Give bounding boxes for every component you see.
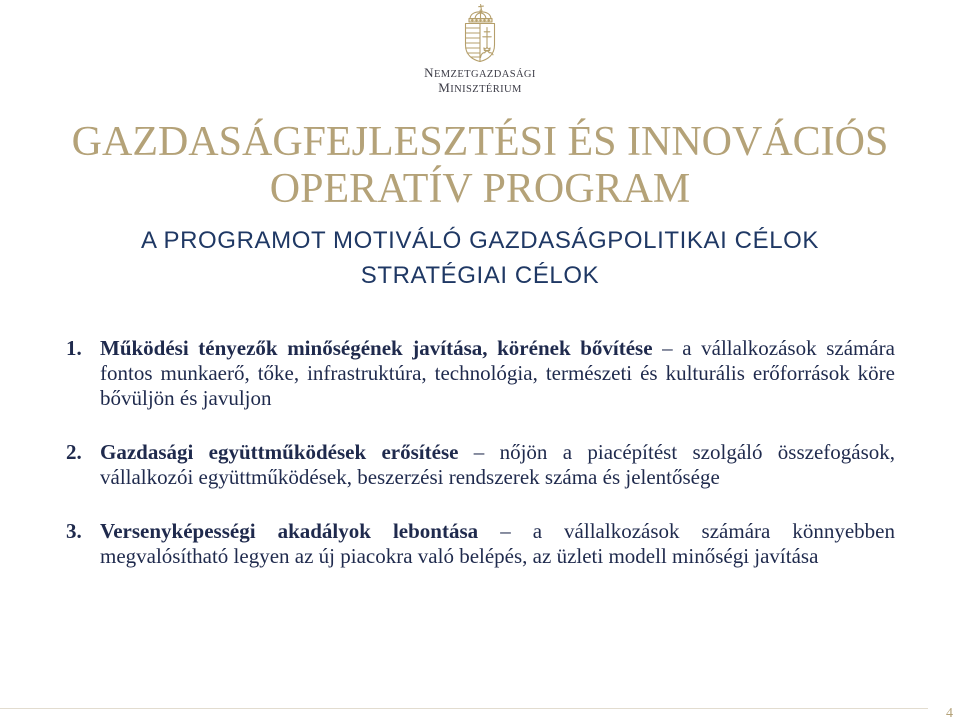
slide-title [0, 119, 960, 213]
ministry-name [380, 66, 580, 96]
strategic-goals-list [66, 336, 895, 598]
slide-subtitle [0, 223, 960, 293]
ministry-name-line: MINISZTÉRIUM [438, 80, 522, 95]
arpad-stripes [466, 28, 481, 57]
crown-cross [479, 5, 484, 10]
goal-description: – a vállalkozások számára fontos munkaerő, tőke, infrastruktúra, technológia, természeti és kulturális erőforrások köre bővüljön és javuljon [100, 336, 895, 410]
slide-title-line: GAZDASÁGFEJLESZTÉSI ÉS INNOVÁCIÓS [71, 119, 889, 165]
double-cross [483, 28, 491, 48]
coat-of-arms-graphic [462, 4, 498, 62]
footer-rule [0, 708, 928, 709]
goal-item [66, 519, 895, 569]
crown-arches [470, 12, 491, 19]
goal-item [66, 336, 895, 411]
goal-number: 3. [66, 519, 82, 543]
ministry-name-line: NEMZETGAZDASÁGI [424, 65, 536, 80]
triple-mound [481, 51, 494, 58]
coat-of-arms-icon [462, 4, 498, 62]
slide-title-line: OPERATÍV PROGRAM [269, 166, 691, 212]
goal-number: 2. [66, 440, 82, 464]
goal-item [66, 440, 895, 490]
goal-description: – nőjön a piacépítést szolgáló összefogások, vállalkozói együttműködések, beszerzési rendszerek száma és jelentősége [100, 440, 896, 489]
goal-description: – a vállalkozások számára könnyebben megvalósítható legyen az új piacokra való belépés, az üzleti modell minőségi javítása [100, 519, 895, 568]
subtitle-line: STRATÉGIAI CÉLOK [360, 262, 600, 289]
slide-number: 4 [946, 706, 953, 721]
goal-heading: Versenyképességi akadályok lebontása [100, 519, 479, 543]
subtitle-line: A PROGRAMOT MOTIVÁLÓ GAZDASÁGPOLITIKAI CÉLOK [140, 227, 820, 254]
goal-heading: Működési tényezők minőségének javítása, körének bővítése [100, 336, 653, 360]
crest-linework [466, 5, 495, 62]
goal-number: 1. [66, 336, 82, 360]
goal-heading: Gazdasági együttműködések erősítése [100, 440, 459, 464]
